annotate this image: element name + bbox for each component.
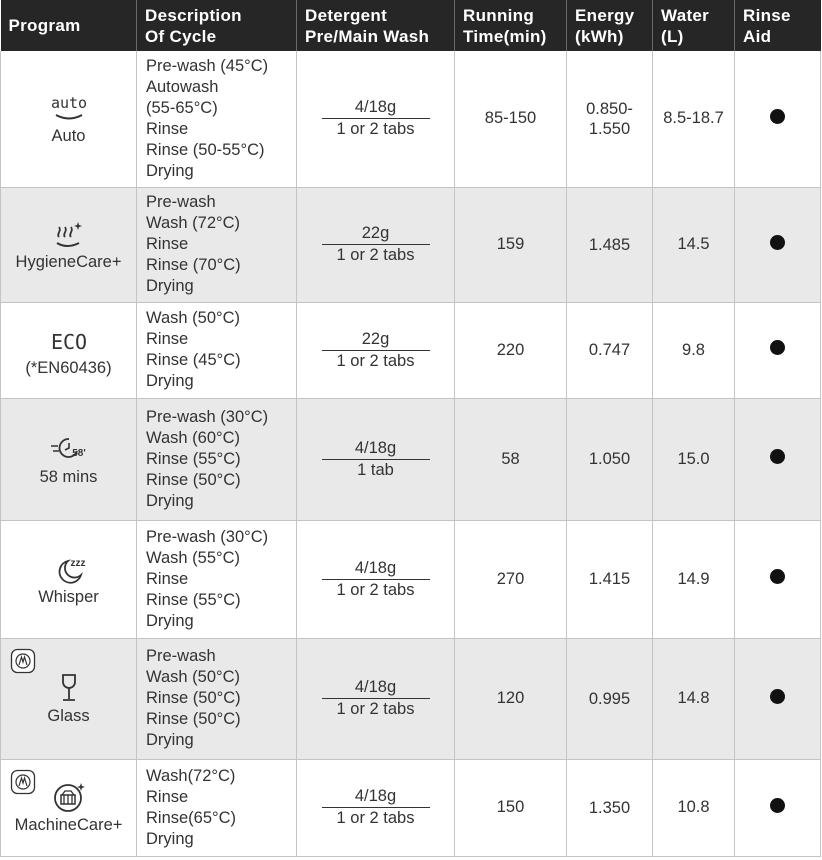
water-value: 14.9 <box>653 520 735 638</box>
program-cell <box>1 759 137 856</box>
rinse-aid-dot <box>770 449 785 464</box>
header-running-time: Running Time(min) <box>455 0 567 51</box>
cycle-description: Pre-wash (45°C) Autowash (55-65°C) Rinse Rinse (50-55°C) Drying <box>137 51 297 187</box>
water-value: 14.8 <box>653 638 735 759</box>
table-row <box>1 302 821 398</box>
program-name: (*EN60436) <box>25 358 112 377</box>
program-name: MachineCare+ <box>14 816 123 834</box>
energy-value: 0.747 <box>567 302 653 398</box>
remote-app-icon <box>10 769 36 795</box>
rinse-aid-cell <box>735 398 821 520</box>
detergent-amount: $\frac{4/18g}{\text{1 or 2 tabs}}$ <box>297 759 455 856</box>
table-row <box>1 759 821 856</box>
water-value: 14.5 <box>653 187 735 302</box>
energy-value: 1.415 <box>567 520 653 638</box>
wine-glass-icon <box>1 671 136 705</box>
water-value: 15.0 <box>653 398 735 520</box>
remote-app-icon <box>10 648 36 674</box>
steam-sparkle-icon <box>1 217 136 251</box>
detergent-amount: $\frac{4/18g}{\text{1 or 2 tabs}}$ <box>297 520 455 638</box>
header-description: Description Of Cycle <box>137 0 297 51</box>
rinse-aid-cell <box>735 51 821 187</box>
cycle-description: Pre-wash Wash (50°C) Rinse (50°C) Rinse (50°C) Drying <box>137 638 297 759</box>
running-time: 85-150 <box>455 51 567 187</box>
svg-text:auto: auto <box>50 94 87 113</box>
energy-value: 0.995 <box>567 638 653 759</box>
rinse-aid-cell <box>735 302 821 398</box>
detergent-amount: $\frac{22g}{\text{1 or 2 tabs}}$ <box>297 302 455 398</box>
program-name: Glass <box>47 707 90 725</box>
detergent-amount: $\frac{4/18g}{\text{1 or 2 tabs}}$ <box>297 51 455 187</box>
rinse-aid-cell <box>735 520 821 638</box>
rinse-aid-cell <box>735 187 821 302</box>
table-row <box>1 187 821 302</box>
energy-value: 0.850- 1.550 <box>567 51 653 187</box>
table-row <box>1 638 821 759</box>
water-value: 9.8 <box>653 302 735 398</box>
detergent-amount: $\frac{22g}{\text{1 or 2 tabs}}$ <box>297 187 455 302</box>
detergent-amount: $\frac{4/18g}{\text{1 or 2 tabs}}$ <box>297 638 455 759</box>
program-name: HygieneCare+ <box>15 253 122 271</box>
rinse-aid-dot <box>770 798 785 813</box>
program-cell <box>1 51 137 187</box>
cycle-description: Pre-wash (30°C) Wash (55°C) Rinse Rinse (55°C) Drying <box>137 520 297 638</box>
table-row <box>1 520 821 638</box>
running-time: 150 <box>455 759 567 856</box>
running-time: 159 <box>455 187 567 302</box>
header-program: Program <box>1 0 137 51</box>
program-name: 58 mins <box>39 467 98 486</box>
svg-text:ECO: ECO <box>50 329 87 354</box>
fast-clock-icon <box>1 432 136 466</box>
energy-value: 1.050 <box>567 398 653 520</box>
energy-value: 1.485 <box>567 187 653 302</box>
running-time: 120 <box>455 638 567 759</box>
table-row <box>1 398 821 520</box>
auto-icon <box>1 91 136 125</box>
moon-zzz-icon <box>1 552 136 586</box>
running-time: 220 <box>455 302 567 398</box>
program-name: Auto <box>51 127 86 146</box>
program-name: Whisper <box>38 587 99 606</box>
svg-text:58': 58' <box>71 447 86 459</box>
water-value: 10.8 <box>653 759 735 856</box>
header-row <box>1 0 821 51</box>
cycle-description: Wash(72°C) Rinse Rinse(65°C) Drying <box>137 759 297 856</box>
detergent-amount: $\frac{4/18g}{\text{1 tab}}$ <box>297 398 455 520</box>
rinse-aid-cell <box>735 638 821 759</box>
cycle-description: Pre-wash (30°C) Wash (60°C) Rinse (55°C) Rinse (50°C) Drying <box>137 398 297 520</box>
svg-text:zzz: zzz <box>70 557 85 569</box>
program-cell <box>1 520 137 638</box>
rinse-aid-dot <box>770 569 785 584</box>
cycle-description: Pre-wash Wash (72°C) Rinse Rinse (70°C) Drying <box>137 187 297 302</box>
running-time: 58 <box>455 398 567 520</box>
running-time: 270 <box>455 520 567 638</box>
program-cell <box>1 638 137 759</box>
rinse-aid-dot <box>770 235 785 250</box>
table-row <box>1 51 821 187</box>
program-cell <box>1 398 137 520</box>
header-energy: Energy (kWh) <box>567 0 653 51</box>
header-detergent: Detergent Pre/Main Wash <box>297 0 455 51</box>
program-cell <box>1 187 137 302</box>
eco-icon <box>1 323 136 357</box>
rinse-aid-dot <box>770 109 785 124</box>
cycle-description: Wash (50°C) Rinse Rinse (45°C) Drying <box>137 302 297 398</box>
rinse-aid-cell <box>735 759 821 856</box>
program-cell <box>1 302 137 398</box>
water-value: 8.5-18.7 <box>653 51 735 187</box>
rinse-aid-dot <box>770 340 785 355</box>
header-rinse-aid: Rinse Aid <box>743 5 791 46</box>
header-water: Water (L) <box>653 0 735 51</box>
rinse-aid-dot <box>770 689 785 704</box>
energy-value: 1.350 <box>567 759 653 856</box>
